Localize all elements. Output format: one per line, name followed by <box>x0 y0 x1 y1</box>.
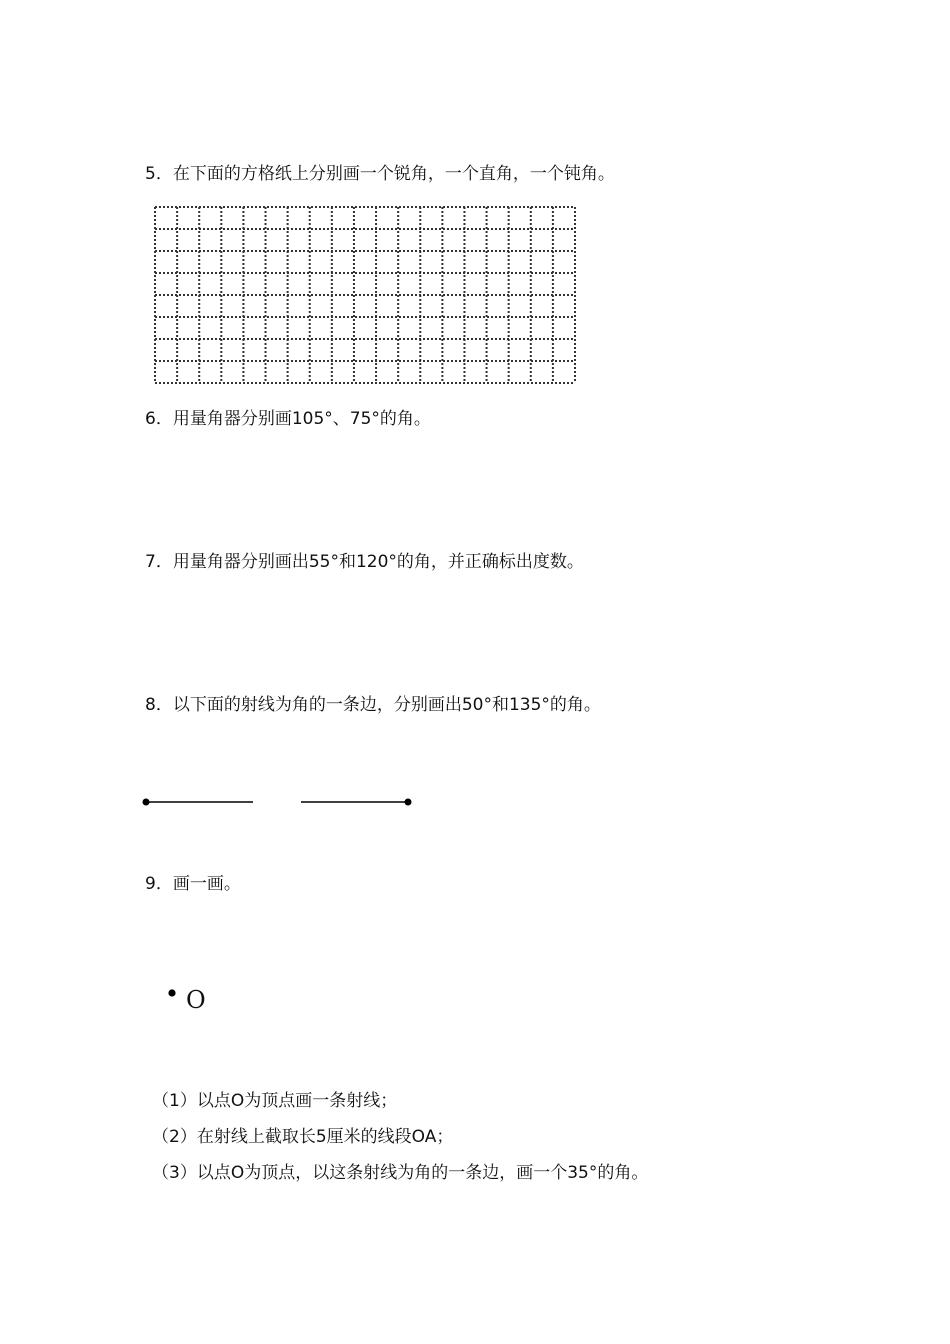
given-rays <box>140 790 420 818</box>
grid-svg <box>153 205 577 385</box>
sub-step-1: （1）以点O为顶点画一条射线； <box>152 1091 398 1111</box>
dotted-grid-paper <box>153 205 577 389</box>
question-5: 5．在下面的方格纸上分别画一个锐角，一个直角，一个钝角。 <box>145 164 615 184</box>
question-7: 7．用量角器分别画出55°和120°的角，并正确标出度数。 <box>145 552 584 572</box>
point-o-label: O <box>186 986 206 1014</box>
point-o-dot <box>166 984 178 1003</box>
rays-svg <box>140 790 420 814</box>
question-9: 9．画一画。 <box>145 874 241 894</box>
question-8: 8．以下面的射线为角的一条边，分别画出50°和135°的角。 <box>145 695 601 715</box>
sub-step-2: （2）在射线上截取长5厘米的线段OA； <box>152 1127 454 1147</box>
question-6: 6．用量角器分别画105°、75°的角。 <box>145 409 431 429</box>
sub-step-3: （3）以点O为顶点，以这条射线为角的一条边，画一个35°的角。 <box>152 1163 649 1183</box>
left-ray-endpoint <box>143 799 150 806</box>
right-ray-endpoint <box>405 799 412 806</box>
